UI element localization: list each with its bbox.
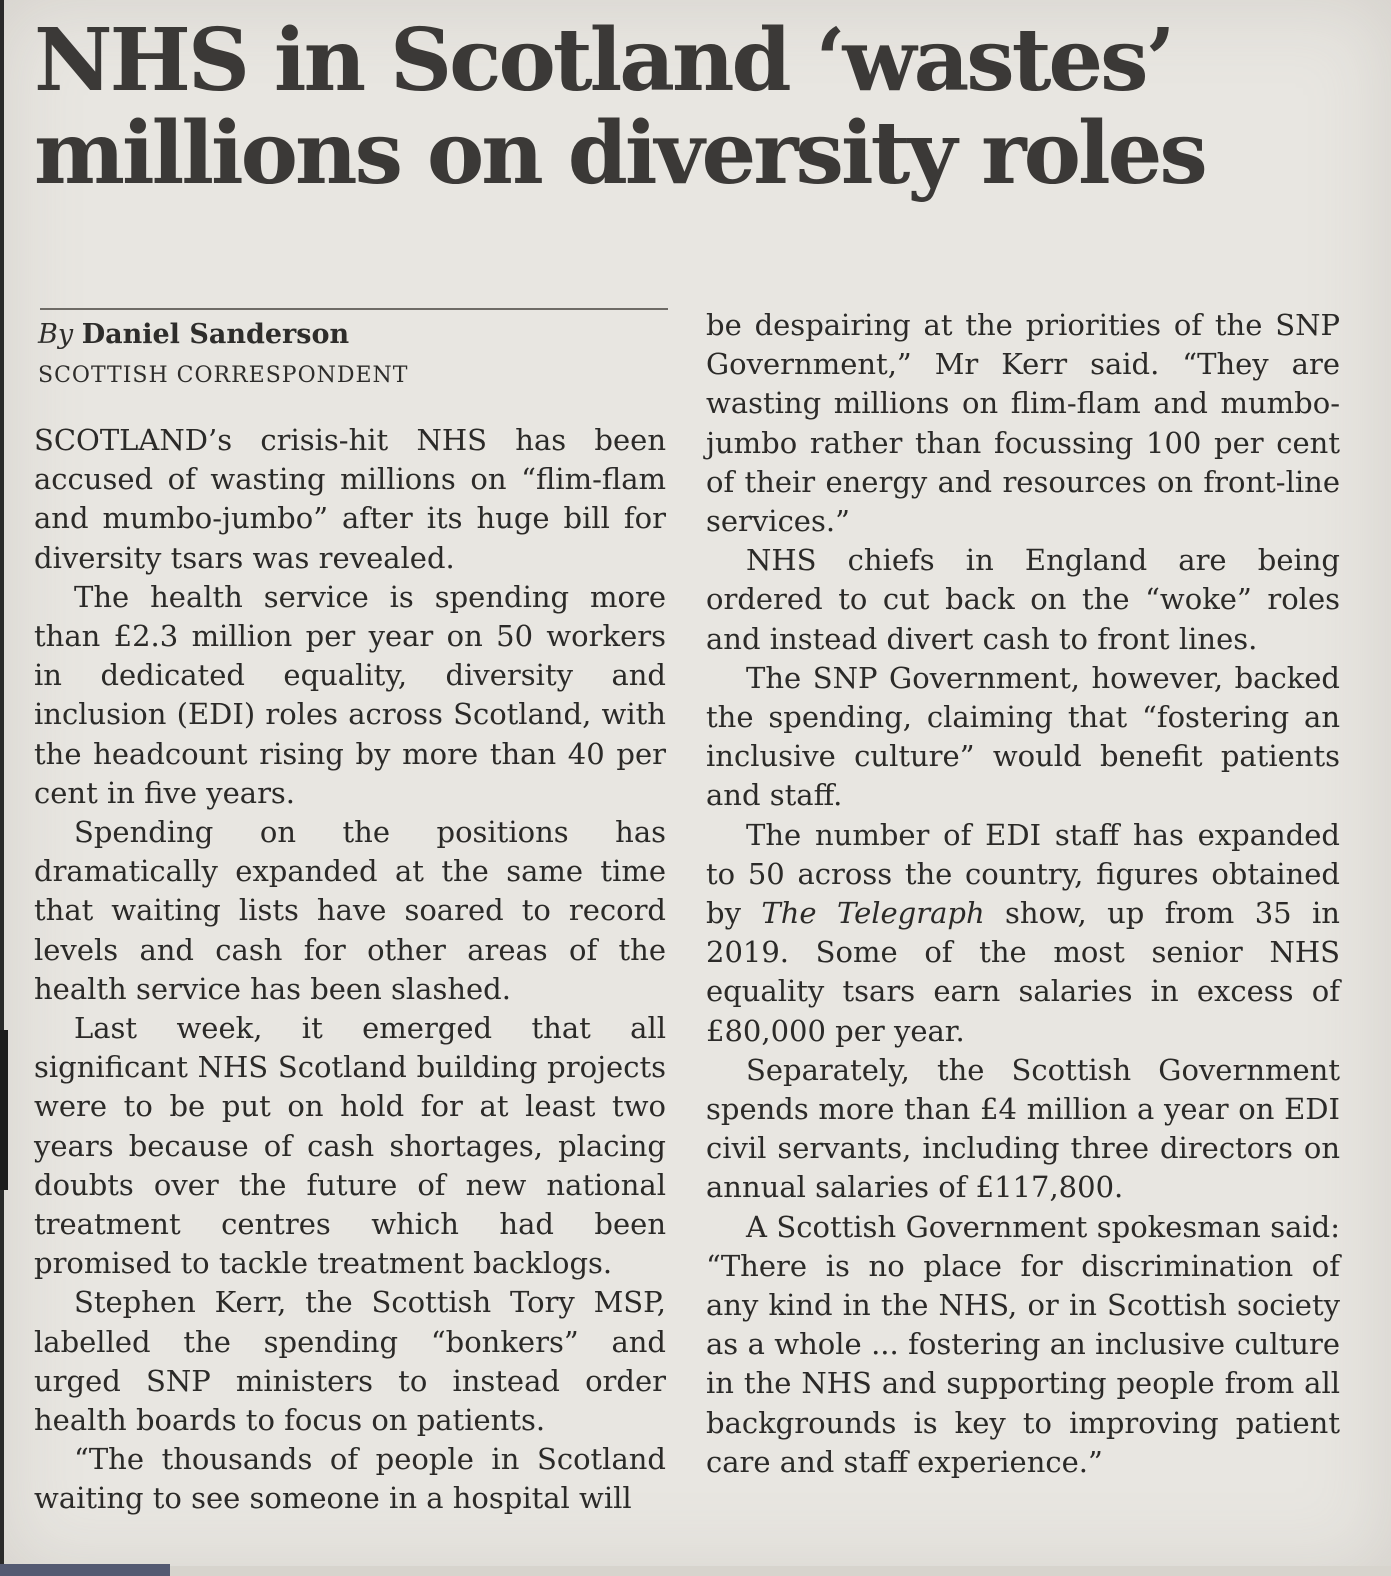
scan-left-edge	[0, 0, 4, 1576]
paragraph: NHS chiefs in England are being ordered to cut back on the “woke” roles and instead divert cash to front lines.	[706, 543, 1340, 656]
paragraph: SCOTLAND’s crisis-hit NHS has been accused of wasting millions on “flim-flam and mumbo-jumbo” after its huge bill for diversity tsars was revealed.	[34, 423, 666, 575]
scan-bottom-mark	[0, 1564, 170, 1576]
headline	[34, 10, 1364, 204]
article-column-left	[34, 421, 666, 1519]
paragraph: be despairing at the priorities of the SNP Government,” Mr Kerr said. “They are wasting millions on flim-flam and mumbo-jumbo rather than focussing 100 per cent of their energy and resources on front-line services.”	[706, 308, 1340, 539]
byline	[38, 318, 349, 352]
headline-line-1: NHS in Scotland ‘wastes’	[34, 10, 1173, 111]
paragraph: Separately, the Scottish Government spends more than £4 million a year on EDI civil servants, including three directors on annual salaries of £117,800.	[706, 1052, 1340, 1205]
paragraph: The SNP Government, however, backed the spending, claiming that “fostering an inclusive culture” would benefit patients and staff.	[706, 660, 1340, 813]
publication-name: The Telegraph	[761, 896, 985, 931]
author-name: Daniel Sanderson	[81, 319, 350, 350]
paragraph: Stephen Kerr, the Scottish Tory MSP, labelled the spending “bonkers” and urged SNP ministers to instead order health boards to focus on patients.	[34, 1285, 666, 1438]
paragraph: “The thousands of people in Scotland waiting to see someone in a hospital will	[34, 1442, 666, 1516]
paragraph	[706, 816, 1340, 1051]
scan-edge-mark	[0, 1030, 8, 1190]
article-column-right	[706, 306, 1340, 1482]
byline-rule	[40, 308, 668, 310]
paragraph: Spending on the positions has dramatically expanded at the same time that waiting lists have soared to record levels and cash for other areas of the health service has been slashed.	[34, 815, 666, 1006]
headline-line-2: millions on diversity roles	[34, 103, 1205, 204]
paragraph-text: The number of EDI staff has expanded to 50 across the country, figures obtained by	[706, 817, 1340, 931]
scan-bottom-edge	[0, 1566, 1391, 1576]
byline-prefix: By	[38, 319, 74, 350]
paragraph: Last week, it emerged that all significant NHS Scotland building projects were to be put on hold for at least two years because of cash shortages, placing doubts over the future of new national treatment centres which had been promised to tackle treatment backlogs.	[34, 1011, 666, 1281]
paragraph: A Scottish Government spokesman said: “There is no place for discrimination of any kind in the NHS, or in Scottish society as a whole ... fostering an inclusive culture in the NHS and supporting people from all backgrounds is key to improving patient care and staff experience.”	[706, 1209, 1340, 1479]
paragraph: The health service is spending more than £2.3 million per year on 50 workers in dedicated equality, diversity and inclusion (EDI) roles across Scotland, with the headcount rising by more than 40 per cent in five years.	[34, 579, 666, 810]
author-role: SCOTTISH CORRESPONDENT	[38, 363, 409, 388]
paragraph-text: show, up from 35 in 2019. Some of the most senior NHS equality tsars earn salaries in excess of £80,000 per year.	[706, 896, 1340, 1048]
